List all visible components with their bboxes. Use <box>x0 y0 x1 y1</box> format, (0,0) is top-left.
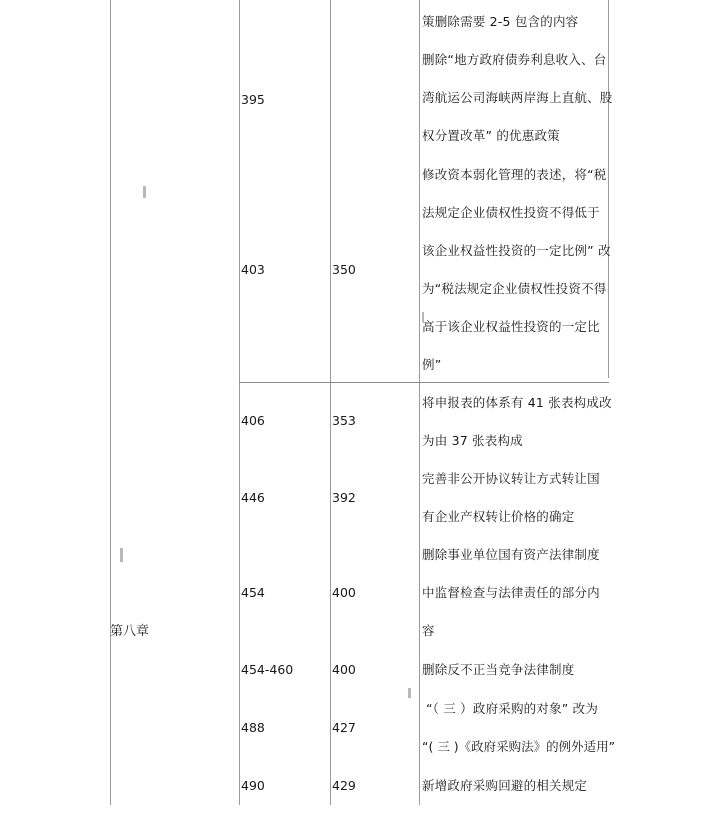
page-new: 429 <box>332 778 356 793</box>
change-description <box>422 395 612 471</box>
page-old: 454 <box>241 585 265 600</box>
change-description <box>422 14 612 166</box>
table-divider-chapter <box>239 0 240 805</box>
page-new: 350 <box>332 262 356 277</box>
description-line: 将申报表的体系有 41 张表构成改 <box>422 395 612 410</box>
description-line: 策删除需要 2-5 包含的内容 <box>422 14 579 29</box>
change-description <box>422 662 612 700</box>
table-border-left <box>110 0 111 805</box>
description-line: 权分置改革” 的优惠政策 <box>422 128 560 143</box>
page-new: 392 <box>332 490 356 505</box>
chapter-label: 第八章 <box>110 624 150 639</box>
description-line: 为“税法规定企业债权性投资不得 <box>422 281 607 296</box>
description-line: “( 三 )《政府采购法》的例外适用” <box>422 739 616 754</box>
change-description <box>422 547 612 661</box>
description-line: 删除事业单位国有资产法律制度 <box>422 547 600 562</box>
description-line: 容 <box>422 623 435 638</box>
change-description <box>422 167 612 395</box>
description-line: “（ 三 ）政府采购的对象” 改为 <box>426 701 599 716</box>
page-new: 400 <box>332 585 356 600</box>
page-new: 427 <box>332 720 356 735</box>
table-divider-old-page <box>330 0 331 805</box>
table-divider-new-page <box>419 0 420 805</box>
page-old: 395 <box>241 92 265 107</box>
description-line: 高于该企业权益性投资的一定比 <box>422 319 600 334</box>
description-line: 该企业权益性投资的一定比例” 改 <box>422 243 611 258</box>
description-line: 为由 37 张表构成 <box>422 433 523 448</box>
scan-speck <box>408 688 411 698</box>
page-new: 353 <box>332 413 356 428</box>
page-new: 400 <box>332 662 356 677</box>
page-old: 490 <box>241 778 265 793</box>
description-line: 完善非公开协议转让方式转让国 <box>422 471 600 486</box>
scan-speck <box>120 548 123 562</box>
change-description <box>422 778 612 816</box>
change-description <box>422 701 616 777</box>
description-line: 删除反不正当竞争法律制度 <box>422 662 575 677</box>
page-old: 403 <box>241 262 265 277</box>
description-line: 中监督检查与法律责任的部分内 <box>422 585 600 600</box>
page-old: 488 <box>241 720 265 735</box>
page-old: 406 <box>241 413 265 428</box>
change-description <box>422 471 612 547</box>
description-line: 例” <box>422 357 442 372</box>
page-old: 446 <box>241 490 265 505</box>
description-line: 新增政府采购回避的相关规定 <box>422 778 588 793</box>
page-old: 454-460 <box>241 662 294 677</box>
description-line: 删除“地方政府债券利息收入、台 <box>422 52 607 67</box>
scan-speck <box>143 186 146 198</box>
description-line: 法规定企业债权性投资不得低于 <box>422 205 600 220</box>
description-line: 有企业产权转让价格的确定 <box>422 509 575 524</box>
description-line: 湾航运公司海峡两岸海上直航、股 <box>422 90 613 105</box>
description-line: 修改资本弱化管理的表述，将“税 <box>422 167 607 182</box>
